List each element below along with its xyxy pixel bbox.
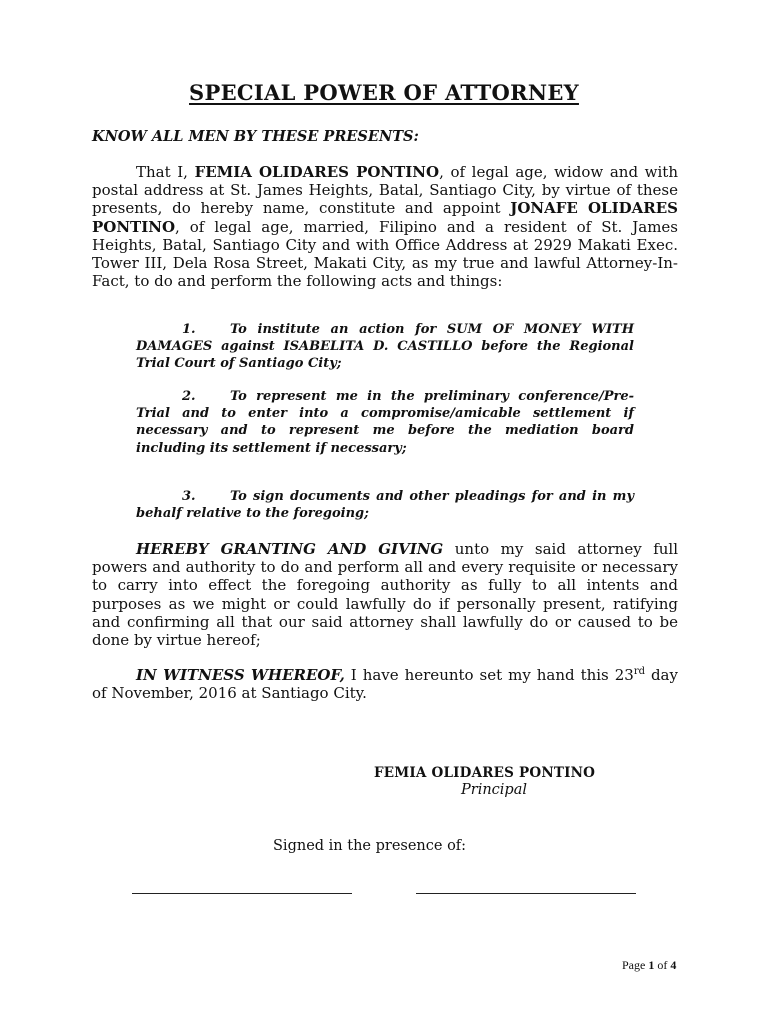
para1-text-3: , of legal age, married, Filipino and a resident of St. James Heights, Batal, Santiago City and with Office Address at 2929 Makati Exec. Tower III, Dela Rosa Street, Makati City, as my true and lawful Attorney-In-Fact, to do and perform the following acts and things: [92, 217, 678, 291]
granting-text: unto my said attorney full powers and authority to do and perform all and every requisite or necessary to carry into effect the foregoing authority as fully to all intents and purposes as we might or could lawfully do if personally present, ratifying and confirming all that our said attorney shall lawfully do or caused to be done by virtue hereof; [92, 540, 678, 650]
para1-text-1: That I, [136, 163, 195, 181]
granting-lead: HEREBY GRANTING AND GIVING [136, 540, 444, 558]
authority-item-3 [136, 488, 634, 522]
ordinal-suffix: rd [633, 666, 645, 677]
item-text: To represent me in the preliminary conference/Pre-Trial and to enter into a compromise/amicable settlement if necessary and to represent me before the mediation board including its settlement if necessary; [136, 389, 634, 456]
authority-item-1 [136, 321, 634, 373]
of-label: of [654, 958, 671, 972]
signatory-name: FEMIA OLIDARES PONTINO [374, 765, 596, 781]
page-label: Page [622, 958, 649, 972]
witness-caption: Signed in the presence of: [273, 838, 467, 854]
current-page: 1 [648, 958, 655, 972]
signatory-role: Principal [461, 782, 527, 798]
witness-lead: IN WITNESS WHEREOF, [136, 666, 345, 684]
para1-text-2: , of legal age, widow and with postal address at St. James Heights, Batal, Santiago City, by virtue of these presents, do hereby name, constitute and appoint [92, 163, 678, 218]
principal-name: FEMIA OLIDARES PONTINO [194, 163, 440, 181]
attorney-name: JONAFE OLIDARES PONTINO [92, 199, 678, 236]
authority-item-2 [136, 388, 634, 457]
witness-paragraph [92, 666, 678, 702]
witness-signature-line-1 [132, 893, 352, 894]
total-pages: 4 [670, 958, 677, 972]
witness-text-1: I have hereunto set my hand this 23 [344, 666, 634, 684]
page-number [622, 958, 676, 973]
item-text: To sign documents and other pleadings for and in my behalf relative to the foregoing; [136, 489, 634, 522]
item-text: To institute an action for SUM OF MONEY WITH DAMAGES against ISABELITA D. CASTILLO before the Regional Trial Court of Santiago City; [136, 322, 634, 372]
witness-text-2: day of November, 2016 at Santiago City. [92, 666, 678, 703]
item-number: 2. [182, 389, 196, 404]
document-title: SPECIAL POWER OF ATTORNEY [189, 80, 579, 105]
granting-paragraph [92, 540, 678, 649]
item-number: 1. [182, 322, 196, 337]
intro-heading: KNOW ALL MEN BY THESE PRESENTS: [92, 128, 419, 145]
witness-signature-line-2 [416, 893, 636, 894]
appointment-paragraph [92, 163, 678, 290]
item-number: 3. [182, 489, 196, 504]
